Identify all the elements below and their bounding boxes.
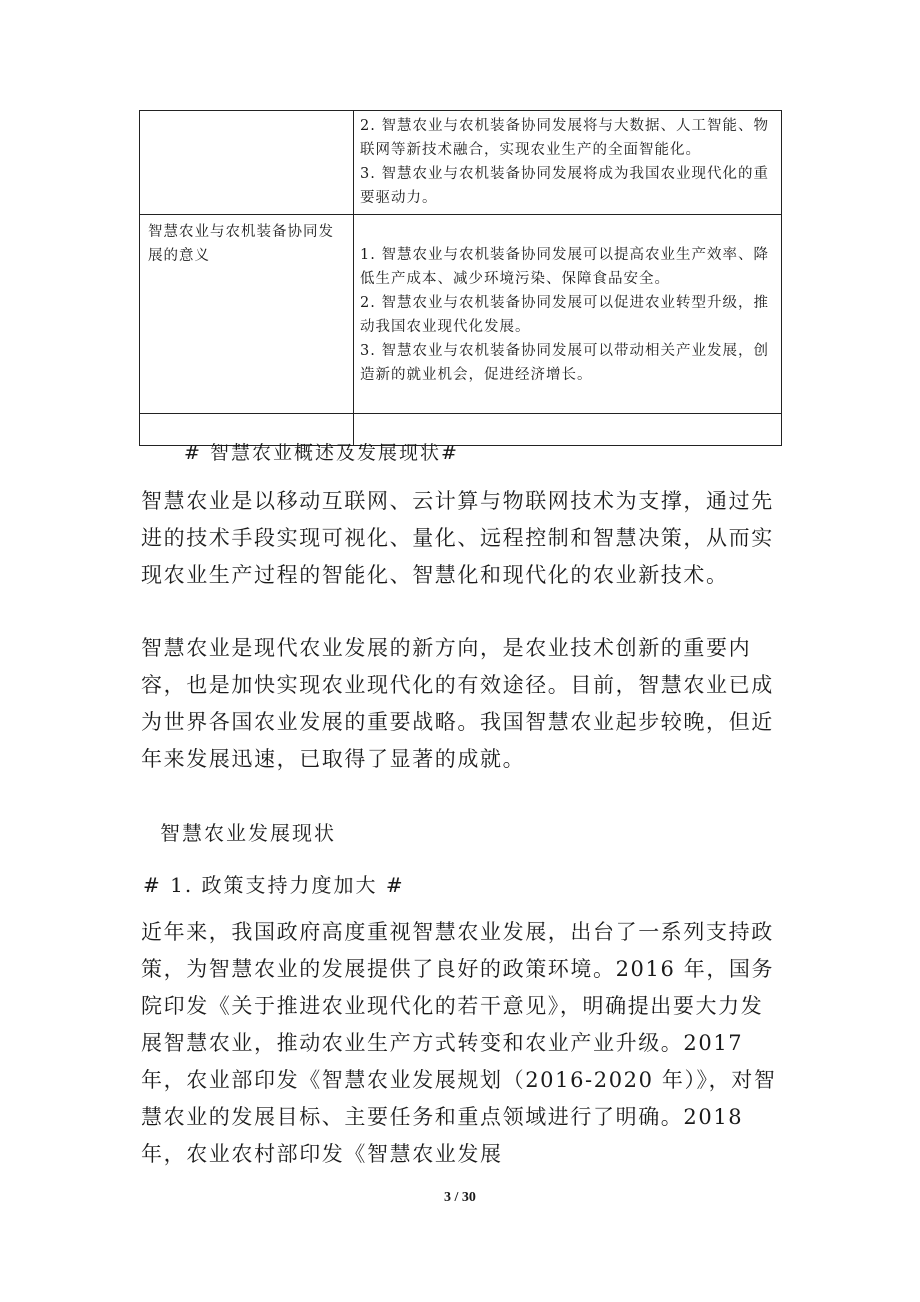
table-row xyxy=(140,215,782,414)
table-cell-left xyxy=(140,111,354,215)
list-item: 3. 智慧农业与农机装备协同发展可以带动相关产业发展，创造新的就业机会，促进经济增长。 xyxy=(360,343,769,383)
paragraph: 智慧农业是现代农业发展的新方向，是农业技术创新的重要内容，也是加快实现农业现代化的有效途径。目前，智慧农业已成为世界各国农业发展的重要战略。我国智慧农业起步较晚，但近年来发展迅速，已取得了显著的成就。 xyxy=(141,636,774,771)
table-cell-left: 智慧农业与农机装备协同发展的意义 xyxy=(140,215,354,414)
list-item: 2. 智慧农业与农机装备协同发展可以促进农业转型升级，推动我国农业现代化发展。 xyxy=(360,295,769,335)
paragraph: 近年来，我国政府高度重视智慧农业发展，出台了一系列支持政策，为智慧农业的发展提供了良好的政策环境。2016 年，国务院印发《关于推进农业现代化的若干意见》，明确提出要大力发展智慧农业，推动农业生产方式转变和农业产业升级。2017 年，农业部印发《智慧农业发展规划（2016-2020 年）》，对智慧农业的发展目标、主要任务和重点领域进行了明确。2018 年，农业农村部印发《智慧农业发展 xyxy=(141,920,777,1166)
table-cell-right xyxy=(354,215,782,414)
list-item: 3. 智慧农业与农机装备协同发展将成为我国农业现代化的重要驱动力。 xyxy=(360,166,769,206)
list-item: 1. 智慧农业与农机装备协同发展可以提高农业生产效率、降低生产成本、减少环境污染、保障食品安全。 xyxy=(360,247,769,287)
content-table xyxy=(139,110,782,446)
paragraph: 智慧农业是以移动互联网、云计算与物联网技术为支撑，通过先进的技术手段实现可视化、量化、远程控制和智慧决策，从而实现农业生产过程的智能化、智慧化和现代化的农业新技术。 xyxy=(141,489,774,587)
page-number: 3 / 30 xyxy=(444,1190,476,1205)
section-heading: # 智慧农业概述及发展现状# xyxy=(184,442,459,464)
table-cell-right xyxy=(354,111,782,215)
list-item: 2. 智慧农业与农机装备协同发展将与大数据、人工智能、物联网等新技术融合，实现农业生产的全面智能化。 xyxy=(360,118,769,158)
table-row xyxy=(140,111,782,215)
subheading: 智慧农业发展现状 xyxy=(160,821,336,845)
subheading: # 1. 政策支持力度加大 # xyxy=(143,873,405,897)
